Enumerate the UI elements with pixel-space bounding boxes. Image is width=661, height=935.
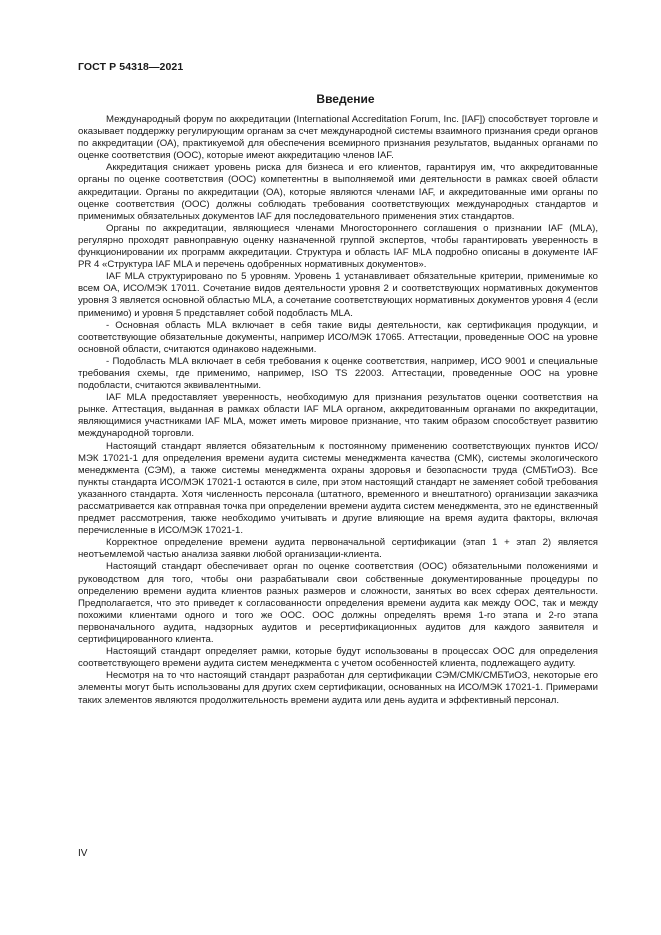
paragraph-mla-levels: IAF MLA структурировано по 5 уровням. Уровень 1 устанавливает обязательные критерии, применимые ко всем ОА, ИСО/МЭК 17011. Сочетание видов деятельности уровня 2 и соответствующих нормативных документов уровня 3 является основной областью MLA, а сочетание соответствующих нормативных документов уровня 4 (если применимо) и уровня 5 представляет собой подобласть MLA. bbox=[78, 271, 598, 319]
paragraph-standard-framework: Настоящий стандарт определяет рамки, которые будут использованы в процессах ООС для определения соответствующего времени аудита систем менеджмента с учетом особенностей клиента, подлежащего аудиту. bbox=[78, 646, 598, 670]
page-title-text: Введение bbox=[316, 92, 375, 106]
paragraph-standard-provides: Настоящий стандарт обеспечивает орган по оценке соответствия (ООС) обязательными положениями и руководством для того, чтобы они разрабатывали свои собственные документированные процедуры по определению времени аудита клиентов разных размеров и сложности, занятых во всех сферах деятельности. Предполагается, что это приведет к согласованности определения времени аудита как между ООС, так и между похожими клиентами одного и того же ООС. ООС должны определять время 1-го этапа и 2-го этапа первоначального аудита, надзорных аудитов и ресертификационных аудитов для каждого заявителя и сертифицированного клиента. bbox=[78, 561, 598, 646]
page-title bbox=[0, 92, 661, 106]
paragraph-standard-mandatory: Настоящий стандарт является обязательным к постоянному применению соответствующих пунктов ИСО/МЭК 17021-1 для определения времени аудита системы менеджмента качества (СМК), системы экологического менеджмента (СЭМ), а также системы менеджмента охраны здоровья и безопасности труда (СМБТиОЗ). Все пункты стандарта ИСО/МЭК 17021-1 остаются в силе, при этом настоящий стандарт не заменяет собой требования указанного стандарта. Хотя численность персонала (штатного, временного и внештатного) организации заказчика рассматривается как отправная точка при определении времени аудита систем менеджмента, это не единственный предмет рассмотрения, также необходимо учитывать и другие влияющие на время аудита факторы, включая перечисленные в ИСО/МЭК 17021-1. bbox=[78, 440, 598, 537]
standard-designation: ГОСТ Р 54318—2021 bbox=[78, 61, 184, 73]
paragraph-accreditation-risk: Аккредитация снижает уровень риска для бизнеса и его клиентов, гарантируя им, что аккредитованные органы по оценке соответствия (ООС) компетентны в выполняемой ими деятельности в рамках своей области аккредитации. Органы по аккредитации (ОА), которые являются членами IAF, и аккредитованные ими органы по оценке соответствия (ООС) должны соблюдать требования соответствующих международных стандартов и применимых обязательных документов IAF для последовательного применения этих стандартов. bbox=[78, 162, 598, 222]
document-body bbox=[78, 114, 598, 707]
paragraph-other-schemes: Несмотря на то что настоящий стандарт разработан для сертификации СЭМ/СМК/СМБТиОЗ, некоторые его элементы могут быть использованы для других схем сертификации, основанных на ИСО/МЭК 17021-1. Примерами таких элементов являются продолжительность времени аудита или день аудита и эффективный персонал. bbox=[78, 670, 598, 706]
paragraph-mla-confidence: IAF MLA предоставляет уверенность, необходимую для признания результатов оценки соответствия на рынке. Аттестация, выданная в рамках области IAF MLA органом, аккредитованным органами по аккредитации, являющимися участниками IAF MLA, может иметь мировое признание, что таким образом способствует развитию международной торговли. bbox=[78, 392, 598, 440]
paragraph-iaf-intro: Международный форум по аккредитации (International Accreditation Forum, Inc. [IAF]) способствует торговле и оказывает поддержку регулирующим органам за счет международной системы взаимного признания среди органов по аккредитации (ОА), практикуемой для обеспечения всемирного признания результатов, выданных органами по оценке соответствия (ООС), которые имеют аккредитацию членов IAF. bbox=[78, 114, 598, 162]
paragraph-mla-members: Органы по аккредитации, являющиеся членами Многостороннего соглашения о признании IAF (MLA), регулярно проходят равноправную оценку назначенной группой экспертов, чтобы гарантировать уверенность в функционировании их программ аккредитации. Структура и область IAF MLA подробно описаны в документе IAF PR 4 «Структура IAF MLA и перечень одобренных нормативных документов». bbox=[78, 222, 598, 271]
page-number: IV bbox=[78, 848, 88, 859]
paragraph-sub-scope: - Подобласть MLA включает в себя требования к оценке соответствия, например, ИСО 9001 и специальные требования схемы, где применимо, например, ISO TS 22003. Аттестации, проведенные ООС на уровне подобласти, считаются эквивалентными. bbox=[78, 355, 598, 392]
paragraph-main-scope: - Основная область MLA включает в себя такие виды деятельности, как сертификация продукции, и соответствующие обязательные документы, например ИСО/МЭК 17065. Аттестации, проведенные ООС на уровне основной области, считаются одинаково надежными. bbox=[78, 319, 598, 355]
paragraph-initial-certification: Корректное определение времени аудита первоначальной сертификации (этап 1 + этап 2) является неотъемлемой частью анализа заявки любой организации-клиента. bbox=[78, 537, 598, 561]
